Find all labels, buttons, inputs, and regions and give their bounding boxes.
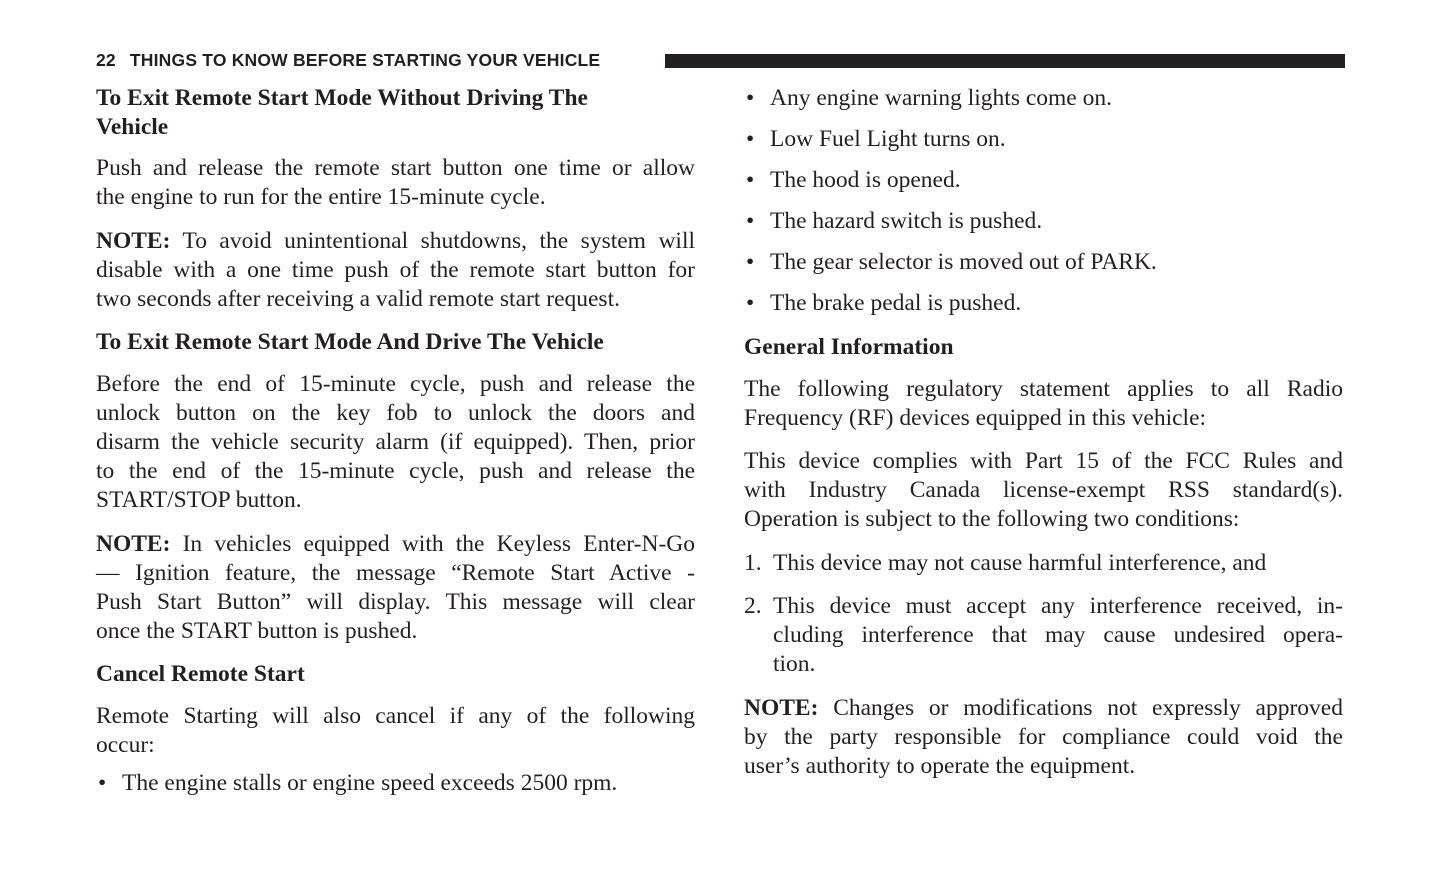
bullet-icon: • [746,85,755,111]
page-number: 22 [96,50,116,70]
text-line: occur: [96,732,155,758]
text-line: disarm the vehicle security alarm (if equipped). Then, prior [96,429,695,455]
note-keyless-enter-n-go [96,530,695,646]
paragraph-exit-without-driving [96,154,695,212]
text-line: Before the end of 15-minute cycle, push and release the [96,371,695,397]
text-line: Push and release the remote start button one time or allow [96,155,695,181]
bullet-item [744,125,1343,154]
bullet-text: The hood is opened. [770,167,961,193]
note-text: In vehicles equipped with the Keyless Enter-N-Go [170,531,695,557]
bullet-text: The engine stalls or engine speed exceeds 2500 rpm. [122,770,618,796]
text-line: the engine to run for the entire 15-minute cycle. [96,184,546,210]
text-line: — Ignition feature, the message “Remote Start Active - [96,560,695,586]
note-label: NOTE: [96,531,171,557]
text-line: Frequency (RF) devices equipped in this vehicle: [744,405,1207,431]
text-line: To Exit Remote Start Mode And Drive The Vehicle [96,329,604,355]
paragraph-cancel-remote-start [96,702,695,760]
paragraph-regulatory-statement [744,375,1343,433]
heading-exit-without-driving [96,84,695,142]
text-line: disable with a one time push of the remote start button for [96,257,695,283]
text-line: Vehicle [96,114,169,140]
bullet-text: Any engine warning lights come on. [770,85,1112,111]
note-text: To avoid unintentional shutdowns, the system will [170,228,695,254]
text-line: To Exit Remote Start Mode Without Driving The [96,85,588,111]
text-line: START/STOP button. [96,487,302,513]
bullet-item [744,289,1343,318]
bullet-item [744,166,1343,195]
bullet-item [744,84,1343,113]
text-line: The following regulatory statement applies to all Radio [744,376,1343,402]
list-item-1 [744,549,1343,578]
bullet-text: Low Fuel Light turns on. [770,126,1006,152]
list-number: 1. [744,550,762,576]
heading-cancel-remote-start [96,660,695,689]
text-line: Push Start Button” will display. This message will clear [96,589,695,615]
bullet-text: The gear selector is moved out of PARK. [770,249,1157,275]
running-header [96,50,600,71]
text-line: General Information [744,334,954,360]
heading-general-information [744,333,1343,362]
note-label: NOTE: [96,228,171,254]
paragraph-exit-and-drive [96,370,695,515]
text-line: with Industry Canada license-exempt RSS standard(s). [744,477,1343,503]
text-line: This device complies with Part 15 of the FCC Rules and [744,448,1343,474]
bullet-icon: • [746,208,755,234]
text-line: user’s authority to operate the equipment. [744,753,1136,779]
bullet-icon: • [746,126,755,152]
note-label: NOTE: [744,695,819,721]
bullet-icon: • [98,770,107,796]
header-title: THINGS TO KNOW BEFORE STARTING YOUR VEHICLE [129,50,601,70]
text-line: Remote Starting will also cancel if any of the following [96,703,695,729]
text-line: cluding interference that may cause undesired opera- [773,622,1343,648]
text-line: Operation is subject to the following two conditions: [744,506,1240,532]
text-line: to the end of the 15-minute cycle, push and release the [96,458,695,484]
text-line: Cancel Remote Start [96,661,305,687]
text-line [96,227,695,256]
bullet-icon: • [746,249,755,275]
text-line: This device may not cause harmful interference, and [773,550,1267,576]
bullet-text: The brake pedal is pushed. [770,290,1022,316]
text-line: once the START button is pushed. [96,618,418,644]
text-line: tion. [773,651,816,677]
text-line: by the party responsible for compliance could void the [744,724,1343,750]
bullet-item [744,248,1343,277]
bullet-icon: • [746,167,755,193]
text-line: This device must accept any interference received, in- [773,593,1343,619]
note-text: Changes or modifications not expressly approved [818,695,1343,721]
list-number: 2. [744,593,762,619]
text-line [744,694,1343,723]
list-item-2 [744,592,1343,679]
text-line: unlock button on the key fob to unlock the doors and [96,400,695,426]
text-line [96,530,695,559]
bullet-item [96,769,695,798]
paragraph-fcc-compliance [744,447,1343,534]
text-line: two seconds after receiving a valid remote start request. [96,286,620,312]
header-rule [665,54,1345,68]
heading-exit-and-drive [96,328,695,357]
bullet-icon: • [746,290,755,316]
bullet-item [744,207,1343,236]
note-unintentional-shutdowns [96,227,695,314]
note-changes-modifications [744,694,1343,781]
bullet-text: The hazard switch is pushed. [770,208,1043,234]
